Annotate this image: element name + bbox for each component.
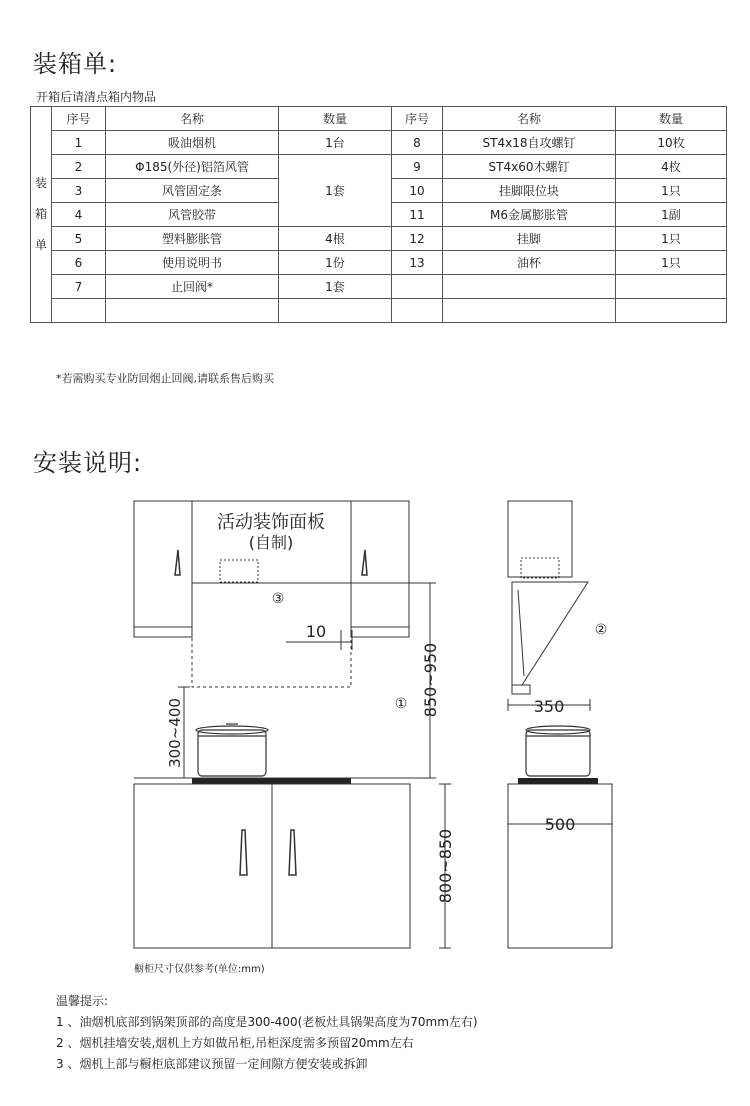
table-header-row [31, 107, 727, 131]
cell-name: 风管胶带 [106, 203, 279, 227]
cell-name: ST4x60木螺钉 [443, 155, 616, 179]
pot-front [196, 724, 268, 776]
cell-name: ST4x18自攻螺钉 [443, 131, 616, 155]
table-row [31, 251, 727, 275]
dim-10: 10 [305, 622, 327, 641]
packing-side-label: 装箱单 [31, 107, 52, 323]
cell-no: 7 [52, 275, 106, 299]
table-row [31, 275, 727, 299]
cell-name: 挂脚限位块 [443, 179, 616, 203]
cell-name: 风管固定条 [106, 179, 279, 203]
cell-no: 4 [52, 203, 106, 227]
cell-no: 8 [392, 131, 443, 155]
wall-cabinet-left [134, 501, 192, 637]
cell-empty [443, 275, 616, 299]
cell-empty [392, 299, 443, 323]
side-wall-cabinet [508, 501, 572, 577]
dim-850-950: 850~950 [421, 642, 440, 718]
cell-no: 6 [52, 251, 106, 275]
duct-outline [220, 560, 258, 582]
table-row [31, 227, 727, 251]
packing-subtitle: 开箱后请清点箱内物品 [36, 90, 157, 104]
dim-300-400: 300~400 [166, 698, 184, 768]
packing-table [30, 106, 727, 323]
cell-qty: 1副 [616, 203, 727, 227]
cell-empty [106, 299, 279, 323]
header-name: 名称 [106, 107, 279, 131]
dim-800-850: 800~850 [436, 828, 455, 904]
tip-item: 1 、油烟机底部到锅架顶部的高度是300-400(老板灶具锅架高度为70mm左右) [56, 1015, 478, 1029]
header-no-right: 序号 [392, 107, 443, 131]
cell-empty [443, 299, 616, 323]
cell-qty: 4根 [279, 227, 392, 251]
cell-qty: 4枚 [616, 155, 727, 179]
cell-qty: 1套 [279, 275, 392, 299]
table-row [31, 155, 727, 179]
install-diagram [0, 480, 750, 960]
cell-qty: 1只 [616, 179, 727, 203]
marker-1: ① [394, 696, 408, 712]
cooktop-front [192, 778, 351, 784]
cell-name: 使用说明书 [106, 251, 279, 275]
cell-no: 1 [52, 131, 106, 155]
tips-title: 温馨提示: [56, 994, 109, 1008]
cell-empty [279, 299, 392, 323]
header-qty-right: 数量 [616, 107, 727, 131]
cell-name: 油杯 [443, 251, 616, 275]
wall-cabinet-right [351, 501, 409, 637]
marker-3: ③ [271, 591, 285, 607]
tip-item: 2 、烟机挂墙安装,烟机上方如做吊柜,吊柜深度需多预留20mm左右 [56, 1036, 414, 1050]
side-base-cabinet [508, 784, 612, 948]
cell-qty: 10枚 [616, 131, 727, 155]
marker-2: ② [594, 622, 608, 638]
cell-name: 吸油烟机 [106, 131, 279, 155]
cell-empty [616, 275, 727, 299]
dim-500: 500 [544, 815, 576, 834]
cell-qty: 1台 [279, 131, 392, 155]
cell-qty: 1份 [279, 251, 392, 275]
diagram-caption: 橱柜尺寸仅供参考(单位:mm) [134, 964, 265, 975]
cell-no: 3 [52, 179, 106, 203]
cell-name: Φ185(外径)铝箔风管 [106, 155, 279, 179]
table-row [31, 131, 727, 155]
header-no: 序号 [52, 107, 106, 131]
cell-no: 12 [392, 227, 443, 251]
cell-no: 2 [52, 155, 106, 179]
header-qty: 数量 [279, 107, 392, 131]
panel-label-sub: (自制) [248, 533, 294, 552]
cell-no: 11 [392, 203, 443, 227]
packing-title: 装箱单: [33, 50, 118, 78]
dim-350: 350 [533, 697, 565, 716]
panel-label: 活动装饰面板 [217, 512, 325, 533]
side-duct [521, 558, 559, 578]
tip-item: 3 、烟机上部与橱柜底部建议预留一定间隙方便安装或拆卸 [56, 1057, 368, 1071]
cell-no: 9 [392, 155, 443, 179]
cell-name: M6金属膨胀管 [443, 203, 616, 227]
cell-name: 塑料膨胀管 [106, 227, 279, 251]
cell-qty: 1只 [616, 251, 727, 275]
cell-name: 止回阀* [106, 275, 279, 299]
cell-name: 挂脚 [443, 227, 616, 251]
cell-qty: 1只 [616, 227, 727, 251]
cell-no: 10 [392, 179, 443, 203]
table-row [31, 299, 727, 323]
cell-empty [392, 275, 443, 299]
header-name-right: 名称 [443, 107, 616, 131]
cell-no: 5 [52, 227, 106, 251]
cooktop-side [518, 778, 598, 784]
cell-empty [52, 299, 106, 323]
cell-empty [616, 299, 727, 323]
install-title: 安装说明: [33, 449, 143, 477]
cell-qty: 1套 [279, 155, 392, 227]
cell-no: 13 [392, 251, 443, 275]
packing-note: *若需购买专业防回烟止回阀,请联系售后购买 [56, 372, 274, 385]
